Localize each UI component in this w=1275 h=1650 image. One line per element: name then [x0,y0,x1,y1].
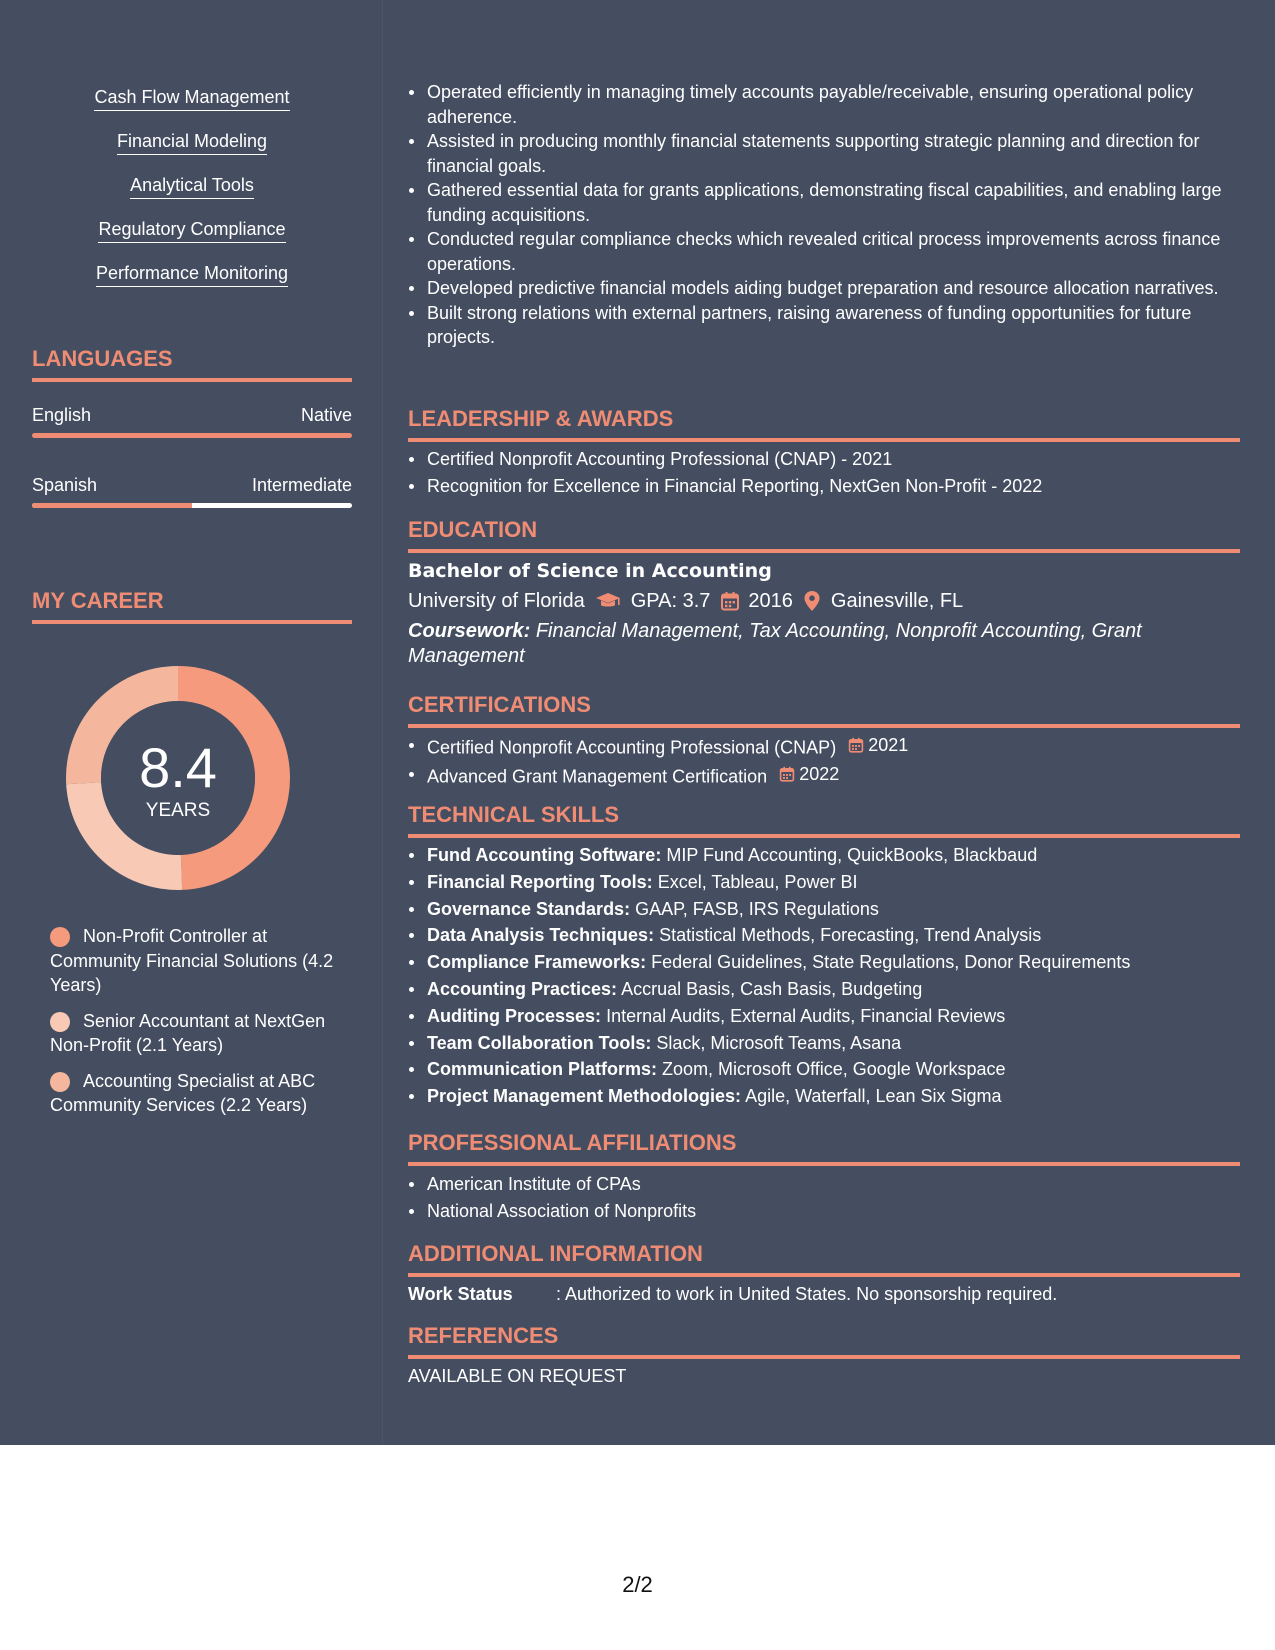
education-details [408,587,1240,615]
language-level: Intermediate [251,475,352,495]
degree-title: Bachelor of Science in Accounting [408,560,772,582]
language-bar [32,503,352,508]
certification-year: 2022 [799,763,840,784]
list-item [408,977,1240,1002]
skill-category: Fund Accounting Software: [427,845,662,865]
certification-name: Certified Nonprofit Accounting Professional (CNAP) [427,737,837,758]
work-status-label: Work Status [408,1284,513,1304]
coursework-label: Coursework: [408,620,531,642]
list-item [408,950,1240,975]
school-name: University of Florida [408,590,585,612]
references-text: AVAILABLE ON REQUEST [408,1366,627,1386]
education-block [408,558,1240,668]
certifications-heading: CERTIFICATIONS [408,692,1240,728]
skill-tag: Analytical Tools [130,174,254,199]
skill-values: Slack, Microsoft Teams, Asana [656,1032,902,1053]
list-item [408,843,1240,868]
list-item: Built strong relations with external partners, raising awareness of funding opportunities for future projects. [408,301,1240,350]
list-item [408,733,1240,760]
skill-tag: Regulatory Compliance [98,218,285,243]
list-item [408,870,1240,895]
list-item [408,1084,1240,1109]
skill-tags [32,86,352,306]
list-item: Operated efficiently in managing timely accounts payable/receivable, ensuring operational policy adherence. [408,80,1240,129]
certification-name: Advanced Grant Management Certification [427,766,768,786]
list-item [408,1004,1240,1029]
certification-date [848,733,908,758]
career-total-years: 8.4 [139,736,217,799]
career-item [50,1069,340,1118]
location-pin-icon [803,590,821,612]
school-location: Gainesville, FL [830,590,964,612]
career-legend-dot [50,1072,70,1092]
languages-heading: LANGUAGES [32,346,352,382]
skill-values: MIP Fund Accounting, QuickBooks, Blackbaud [666,845,1038,865]
career-legend [50,924,340,1129]
experience-bullets [408,80,1240,350]
certifications-list [408,733,1240,789]
work-status-value: : Authorized to work in United States. No sponsorship required. [556,1284,1058,1304]
technical-skills-heading: TECHNICAL SKILLS [408,802,1240,838]
list-item: Gathered essential data for grants applications, demonstrating fiscal capabilities, and enabling large funding acquisitions. [408,178,1240,227]
affiliations-list [408,1172,1240,1223]
list-item [408,923,1240,948]
career-item-text: Senior Accountant at NextGen Non-Profit (2.1 Years) [50,1010,326,1055]
skill-category: Compliance Frameworks: [427,952,647,973]
career-heading: MY CAREER [32,588,352,624]
skill-tag: Cash Flow Management [94,86,289,111]
skill-values: Zoom, Microsoft Office, Google Workspace [662,1059,1006,1080]
list-item: Assisted in producing monthly financial statements supporting strategic planning and direction for financial goals. [408,129,1240,178]
calendar-icon [779,766,795,782]
list-item: National Association of Nonprofits [408,1199,1240,1224]
skill-category: Financial Reporting Tools: [427,871,653,892]
skill-category: Project Management Methodologies: [427,1086,742,1107]
skill-values: GAAP, FASB, IRS Regulations [635,898,879,919]
skill-values: Agile, Waterfall, Lean Six Sigma [745,1086,1002,1107]
coursework-text: Financial Management, Tax Accounting, Nonprofit Accounting, Grant Management [408,620,1142,667]
skill-values: Excel, Tableau, Power BI [657,871,858,892]
skill-category: Accounting Practices: [427,978,618,999]
skill-tag: Financial Modeling [117,130,267,155]
skill-category: Auditing Processes: [427,1005,602,1026]
language-level: Native [300,405,352,425]
career-legend-dot [50,1012,70,1032]
skill-tag: Performance Monitoring [96,262,288,287]
skill-category: Communication Platforms: [427,1059,658,1080]
career-donut [66,666,290,890]
language-bar-fill [32,433,352,438]
graduation-year: 2016 [748,590,793,612]
skill-category: Team Collaboration Tools: [427,1032,652,1053]
graduation-cap-icon [595,591,621,611]
gpa: GPA: 3.7 [630,590,711,612]
list-item: Recognition for Excellence in Financial Reporting, NextGen Non-Profit - 2022 [408,474,1240,499]
career-item-text: Non-Profit Controller at Community Financial Solutions (4.2 Years) [50,926,334,995]
list-item: Certified Nonprofit Accounting Professional (CNAP) - 2021 [408,447,1240,472]
page-number: 2/2 [622,1572,653,1597]
list-item [408,1031,1240,1056]
career-item-text: Accounting Specialist at ABC Community Services (2.2 Years) [50,1070,316,1115]
skill-category: Governance Standards: [427,898,631,919]
career-legend-dot [50,927,70,947]
leadership-list [408,447,1240,498]
career-years-label: YEARS [145,800,211,821]
calendar-icon [720,591,740,611]
skill-values: Accrual Basis, Cash Basis, Budgeting [621,978,923,999]
list-item [408,1057,1240,1082]
skill-category: Data Analysis Techniques: [427,925,655,946]
leadership-heading: LEADERSHIP & AWARDS [408,406,1240,442]
career-item [50,1009,340,1058]
language-bar [32,433,352,438]
list-item: Developed predictive financial models aiding budget preparation and resource allocation narratives. [408,276,1240,301]
list-item: Conducted regular compliance checks which revealed critical process improvements across finance operations. [408,227,1240,276]
language-name: Spanish [32,475,98,495]
skill-values: Federal Guidelines, State Regulations, Donor Requirements [651,952,1131,973]
calendar-icon [848,737,864,753]
affiliations-heading: PROFESSIONAL AFFILIATIONS [408,1130,1240,1166]
certification-year: 2021 [868,735,909,755]
education-heading: EDUCATION [408,517,1240,553]
list-item [408,762,1240,789]
work-status [408,1282,1240,1306]
list-item: American Institute of CPAs [408,1172,1240,1197]
skill-values: Internal Audits, External Audits, Financial Reviews [606,1005,1006,1026]
skill-values: Statistical Methods, Forecasting, Trend Analysis [659,925,1042,946]
column-divider [382,0,383,1445]
language-bar-fill [32,503,192,508]
references-heading: REFERENCES [408,1323,1240,1359]
certification-date [779,762,839,787]
technical-skills-list [408,843,1240,1111]
career-item [50,924,340,998]
coursework [408,619,1240,668]
list-item [408,897,1240,922]
additional-info-heading: ADDITIONAL INFORMATION [408,1241,1240,1277]
language-name: English [32,405,92,425]
